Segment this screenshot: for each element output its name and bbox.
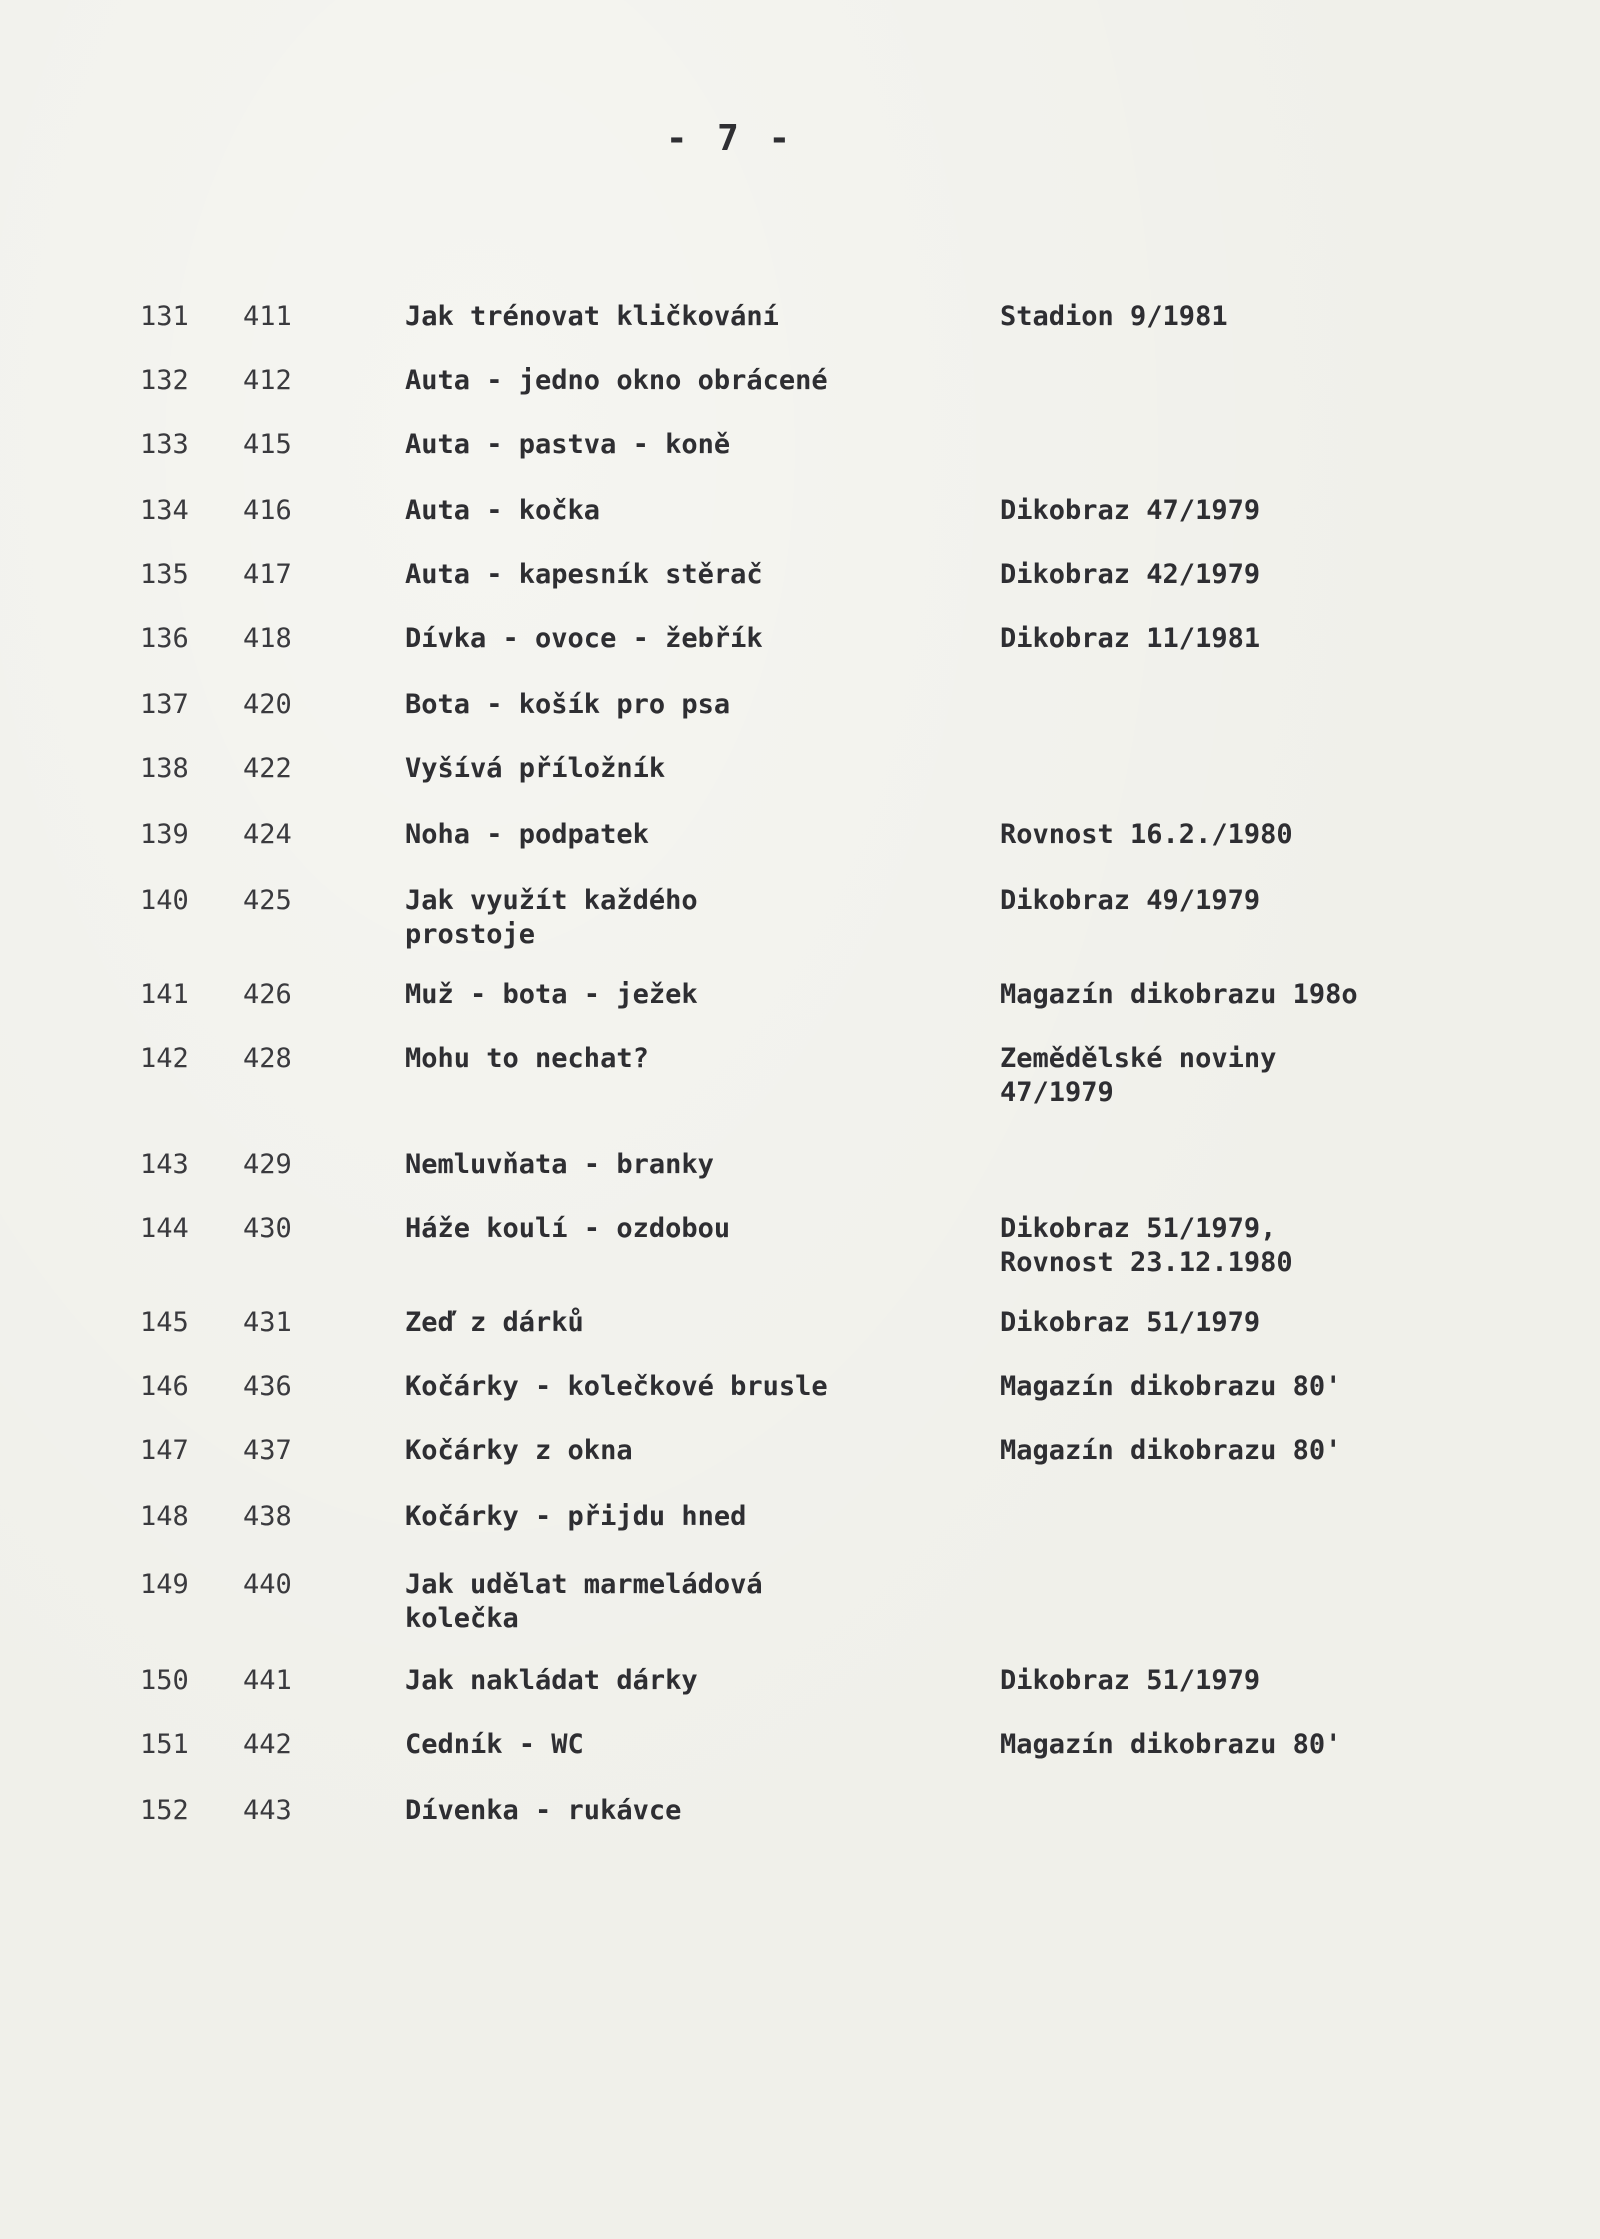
entry-number: 139 <box>140 819 189 850</box>
entry-catalog-id: 428 <box>243 1043 292 1074</box>
entry-title <box>405 1568 965 1636</box>
entry-catalog-id: 425 <box>243 885 292 916</box>
entry-number: 152 <box>140 1795 189 1826</box>
entry-number: 137 <box>140 689 189 720</box>
entry-source-line: Zemědělské noviny <box>1000 1043 1277 1074</box>
entry-number: 135 <box>140 559 189 590</box>
entry-source <box>1000 1728 1480 1762</box>
entry-source-line: Rovnost 16.2./1980 <box>1000 819 1293 850</box>
entry-catalog-id: 416 <box>243 495 292 526</box>
entry-source <box>1000 494 1480 528</box>
entry-source-line: 47/1979 <box>1000 1077 1114 1108</box>
entry-number: 148 <box>140 1501 189 1532</box>
entry-catalog-id: 418 <box>243 623 292 654</box>
entry-title <box>405 1728 965 1762</box>
entry-source-line: Dikobraz 51/1979, <box>1000 1213 1277 1244</box>
entry-catalog-id: 424 <box>243 819 292 850</box>
entry-catalog-id: 420 <box>243 689 292 720</box>
entry-title-line: Mohu to nechat? <box>405 1043 649 1074</box>
entry-title-line: Kočárky - přijdu hned <box>405 1501 747 1532</box>
entry-title <box>405 558 965 592</box>
entry-catalog-id: 417 <box>243 559 292 590</box>
entry-title-line: Auta - jedno okno obrácené <box>405 365 828 396</box>
entry-number: 143 <box>140 1149 189 1180</box>
entry-title-line: Noha - podpatek <box>405 819 649 850</box>
entry-title <box>405 1148 965 1182</box>
entry-title-line: Auta - pastva - koně <box>405 429 731 460</box>
entry-source <box>1000 1434 1480 1468</box>
entry-number: 142 <box>140 1043 189 1074</box>
entry-title <box>405 1664 965 1698</box>
entry-title <box>405 752 965 786</box>
entry-title-line: Jak trénovat kličkování <box>405 301 779 332</box>
entry-source <box>1000 1664 1480 1698</box>
entry-title-line: Jak využít každého <box>405 885 698 916</box>
entry-title-line: Auta - kočka <box>405 495 601 526</box>
entry-source-line: Magazín dikobrazu 80' <box>1000 1371 1342 1402</box>
entry-catalog-id: 431 <box>243 1307 292 1338</box>
entry-source <box>1000 978 1480 1012</box>
entry-source-line: Dikobraz 11/1981 <box>1000 623 1261 654</box>
entry-catalog-id: 436 <box>243 1371 292 1402</box>
entry-title <box>405 622 965 656</box>
page-number: - 7 - <box>665 118 795 159</box>
entry-catalog-id: 441 <box>243 1665 292 1696</box>
entry-title-line: Muž - bota - ježek <box>405 979 698 1010</box>
entry-title <box>405 1370 965 1404</box>
entry-catalog-id: 422 <box>243 753 292 784</box>
entry-title-line: Zeď z dárků <box>405 1307 584 1338</box>
entry-title-line: Jak udělat marmeládová <box>405 1569 763 1600</box>
entry-title-line: Vyšívá příložník <box>405 753 666 784</box>
entry-source-line: Dikobraz 49/1979 <box>1000 885 1261 916</box>
entry-number: 133 <box>140 429 189 460</box>
entry-catalog-id: 429 <box>243 1149 292 1180</box>
entry-title <box>405 818 965 852</box>
entry-title-line: Nemluvňata - branky <box>405 1149 714 1180</box>
entry-number: 134 <box>140 495 189 526</box>
entry-number: 132 <box>140 365 189 396</box>
entry-title-line: Dívka - ovoce - žebřík <box>405 623 763 654</box>
entry-title-line: prostoje <box>405 919 536 950</box>
entry-title <box>405 1500 965 1534</box>
entry-title-line: Jak nakládat dárky <box>405 1665 698 1696</box>
entry-source-line: Magazín dikobrazu 80' <box>1000 1435 1342 1466</box>
entry-source-line: Dikobraz 47/1979 <box>1000 495 1261 526</box>
entry-catalog-id: 415 <box>243 429 292 460</box>
entry-title-line: Bota - košík pro psa <box>405 689 731 720</box>
entry-source <box>1000 300 1480 334</box>
entry-title <box>405 494 965 528</box>
entry-title-line: Háže koulí - ozdobou <box>405 1213 731 1244</box>
entry-title <box>405 1794 965 1828</box>
entry-number: 136 <box>140 623 189 654</box>
entry-source <box>1000 558 1480 592</box>
entry-catalog-id: 437 <box>243 1435 292 1466</box>
entry-source <box>1000 1042 1480 1110</box>
entry-source-line: Stadion 9/1981 <box>1000 301 1228 332</box>
entry-title <box>405 428 965 462</box>
entry-title <box>405 884 965 952</box>
entry-number: 150 <box>140 1665 189 1696</box>
entry-number: 131 <box>140 301 189 332</box>
entry-catalog-id: 442 <box>243 1729 292 1760</box>
entry-number: 147 <box>140 1435 189 1466</box>
entry-catalog-id: 443 <box>243 1795 292 1826</box>
entry-number: 149 <box>140 1569 189 1600</box>
entry-title-line: Auta - kapesník stěrač <box>405 559 763 590</box>
entry-number: 146 <box>140 1371 189 1402</box>
entry-source-line: Magazín dikobrazu 80' <box>1000 1729 1342 1760</box>
entry-source <box>1000 818 1480 852</box>
entry-title-line: Kočárky z okna <box>405 1435 633 1466</box>
entry-catalog-id: 426 <box>243 979 292 1010</box>
entry-source <box>1000 1306 1480 1340</box>
entry-number: 140 <box>140 885 189 916</box>
entry-title <box>405 364 965 398</box>
entry-catalog-id: 430 <box>243 1213 292 1244</box>
entry-catalog-id: 411 <box>243 301 292 332</box>
entry-number: 151 <box>140 1729 189 1760</box>
entry-number: 144 <box>140 1213 189 1244</box>
entry-source-line: Dikobraz 42/1979 <box>1000 559 1261 590</box>
entry-title <box>405 1434 965 1468</box>
entry-number: 141 <box>140 979 189 1010</box>
entry-title-line: Dívenka - rukávce <box>405 1795 682 1826</box>
entry-catalog-id: 438 <box>243 1501 292 1532</box>
entry-source-line: Dikobraz 51/1979 <box>1000 1665 1261 1696</box>
entry-source <box>1000 884 1480 918</box>
entry-number: 138 <box>140 753 189 784</box>
entry-title <box>405 1212 965 1246</box>
entry-title-line: kolečka <box>405 1603 519 1634</box>
entry-source <box>1000 622 1480 656</box>
entry-title <box>405 1042 965 1076</box>
entry-catalog-id: 412 <box>243 365 292 396</box>
entry-source <box>1000 1212 1480 1280</box>
entry-source-line: Rovnost 23.12.1980 <box>1000 1247 1293 1278</box>
entry-title <box>405 1306 965 1340</box>
entry-source-line: Magazín dikobrazu 198o <box>1000 979 1358 1010</box>
entry-catalog-id: 440 <box>243 1569 292 1600</box>
entry-source <box>1000 1370 1480 1404</box>
entry-source-line: Dikobraz 51/1979 <box>1000 1307 1261 1338</box>
entry-number: 145 <box>140 1307 189 1338</box>
entry-title <box>405 688 965 722</box>
entry-title-line: Cedník - WC <box>405 1729 584 1760</box>
entry-title <box>405 978 965 1012</box>
entry-title-line: Kočárky - kolečkové brusle <box>405 1371 828 1402</box>
entry-title <box>405 300 965 334</box>
